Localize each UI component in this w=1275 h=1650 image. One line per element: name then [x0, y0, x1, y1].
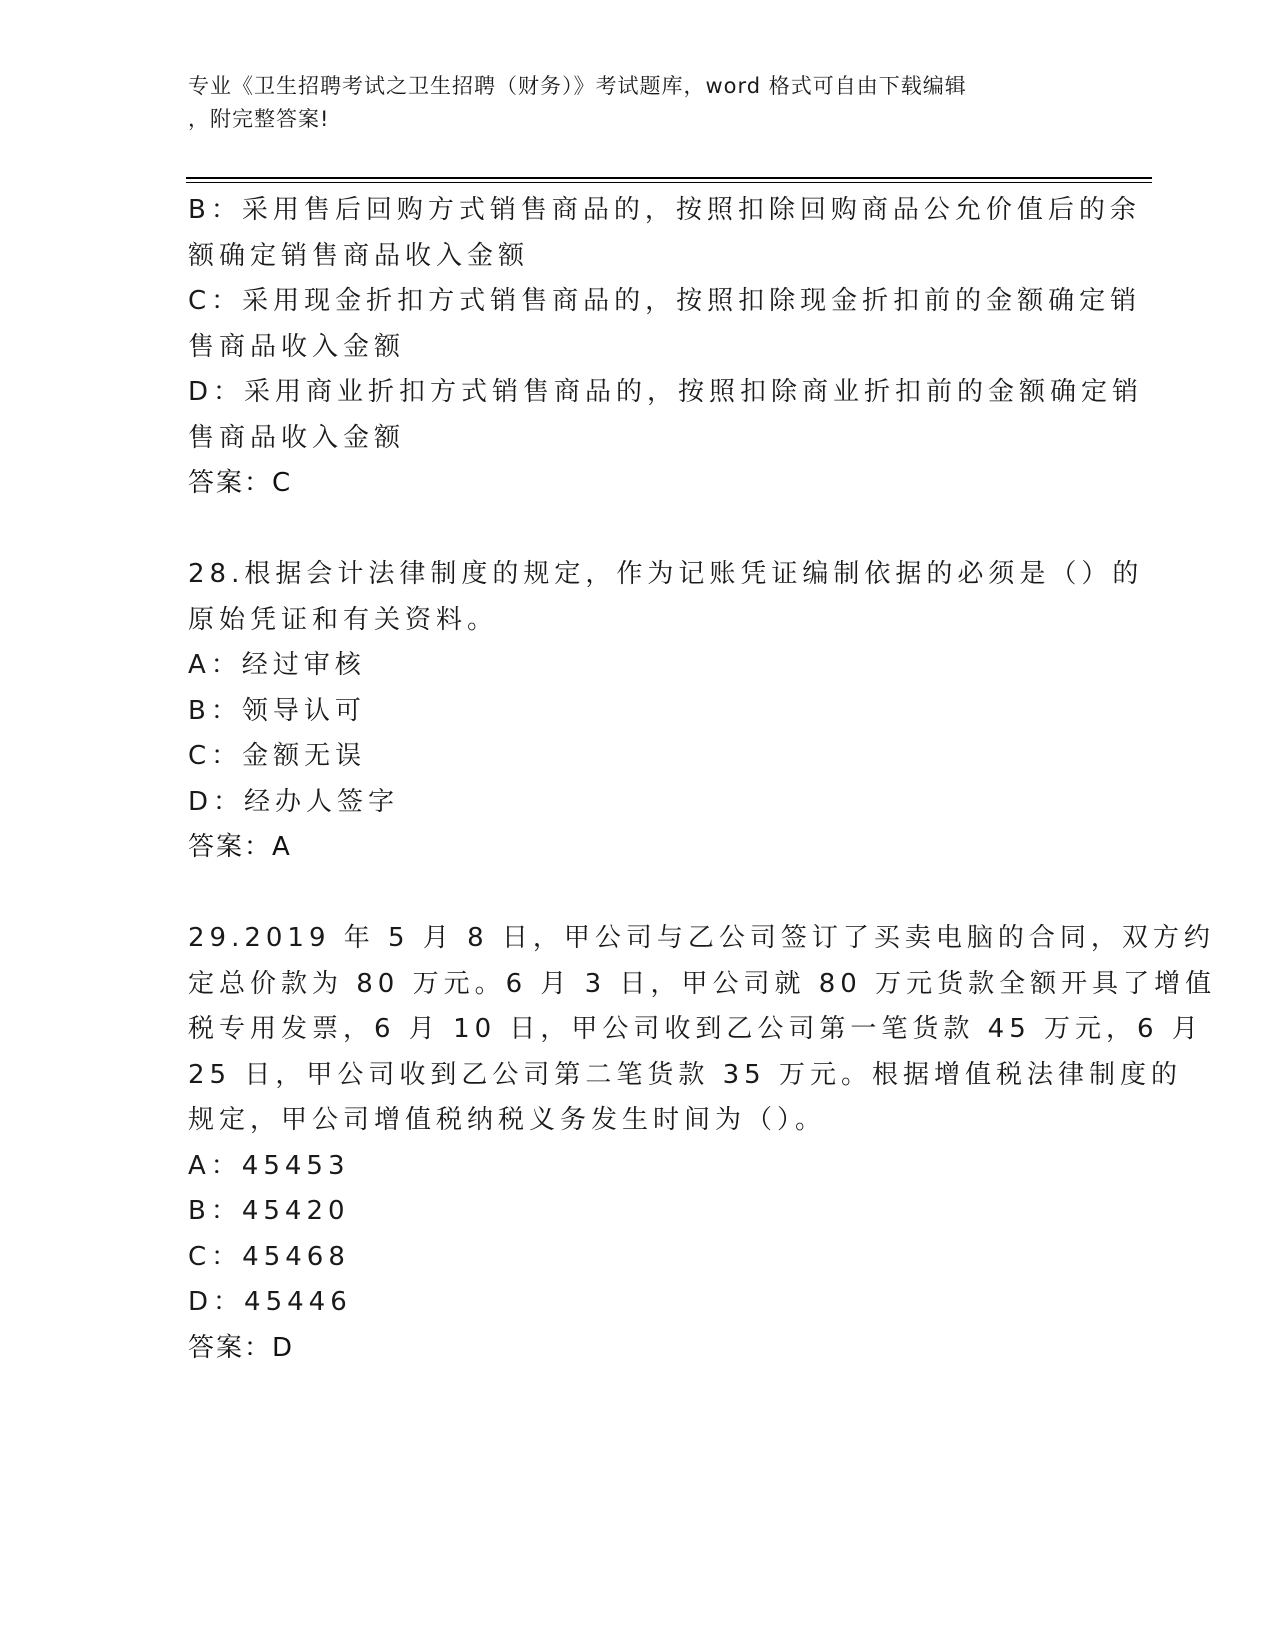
header-rule-thick — [186, 177, 1152, 179]
option-d: D：经办人签字 — [188, 786, 400, 817]
header-rule-thin — [186, 182, 1152, 183]
option-b: B：45420 — [188, 1196, 350, 1226]
document-header — [188, 70, 1068, 136]
option-c: C：金额无误 — [188, 741, 367, 771]
option-c-line-1: C：采用现金折扣方式销售商品的，按照扣除现金折扣前的金额确定销 — [188, 286, 1142, 316]
option-d: D：45446 — [188, 1287, 352, 1317]
option-a: A：45453 — [188, 1150, 350, 1181]
answer: 答案：A — [188, 832, 292, 862]
option-d-line-2: 售商品收入金额 — [188, 422, 406, 453]
header-title-line-1: 专业《卫生招聘考试之卫生招聘（财务）》考试题库，word 格式可自由下载编辑 — [188, 74, 967, 98]
spacer — [188, 871, 1088, 917]
option-c-line-2: 售商品收入金额 — [188, 331, 406, 362]
question-stem-line-1: 28.根据会计法律制度的规定，作为记账凭证编制依据的必须是（）的 — [188, 559, 1144, 589]
option-b-line-1: B：采用售后回购方式销售商品的，按照扣除回购商品公允价值后的余 — [188, 195, 1141, 225]
question-stem-line-2: 原始凭证和有关资料。 — [188, 604, 499, 635]
question-27-continued — [188, 188, 1144, 507]
option-d-line-1: D：采用商业折扣方式销售商品的，按照扣除商业折扣前的金额确定销 — [188, 377, 1144, 407]
option-b: B：领导认可 — [188, 695, 366, 726]
header-title-line-2: ，附完整答案! — [188, 107, 330, 131]
document-body — [188, 188, 1217, 1371]
spacer — [188, 507, 1088, 553]
option-b-line-2: 额确定销售商品收入金额 — [188, 240, 530, 271]
question-29 — [188, 916, 1217, 1371]
option-a: A：经过审核 — [188, 650, 366, 680]
question-stem-line-2: 定总价款为 80 万元。6 月 3 日，甲公司就 80 万元货款全额开具了增值 — [188, 968, 1217, 999]
answer: 答案：C — [188, 468, 293, 498]
question-stem-line-1: 29.2019 年 5 月 8 日，甲公司与乙公司签订了买卖电脑的合同，双方约 — [188, 923, 1215, 953]
question-28 — [188, 552, 1144, 871]
question-stem-line-4: 25 日，甲公司收到乙公司第二笔货款 35 万元。根据增值税法律制度的 — [188, 1059, 1182, 1090]
option-c: C：45468 — [188, 1241, 350, 1272]
answer: 答案：D — [188, 1332, 295, 1363]
question-stem-line-3: 税专用发票，6 月 10 日，甲公司收到乙公司第一笔货款 45 万元，6 月 — [188, 1014, 1203, 1044]
question-stem-line-5: 规定，甲公司增值税纳税义务发生时间为（）。 — [188, 1105, 827, 1135]
